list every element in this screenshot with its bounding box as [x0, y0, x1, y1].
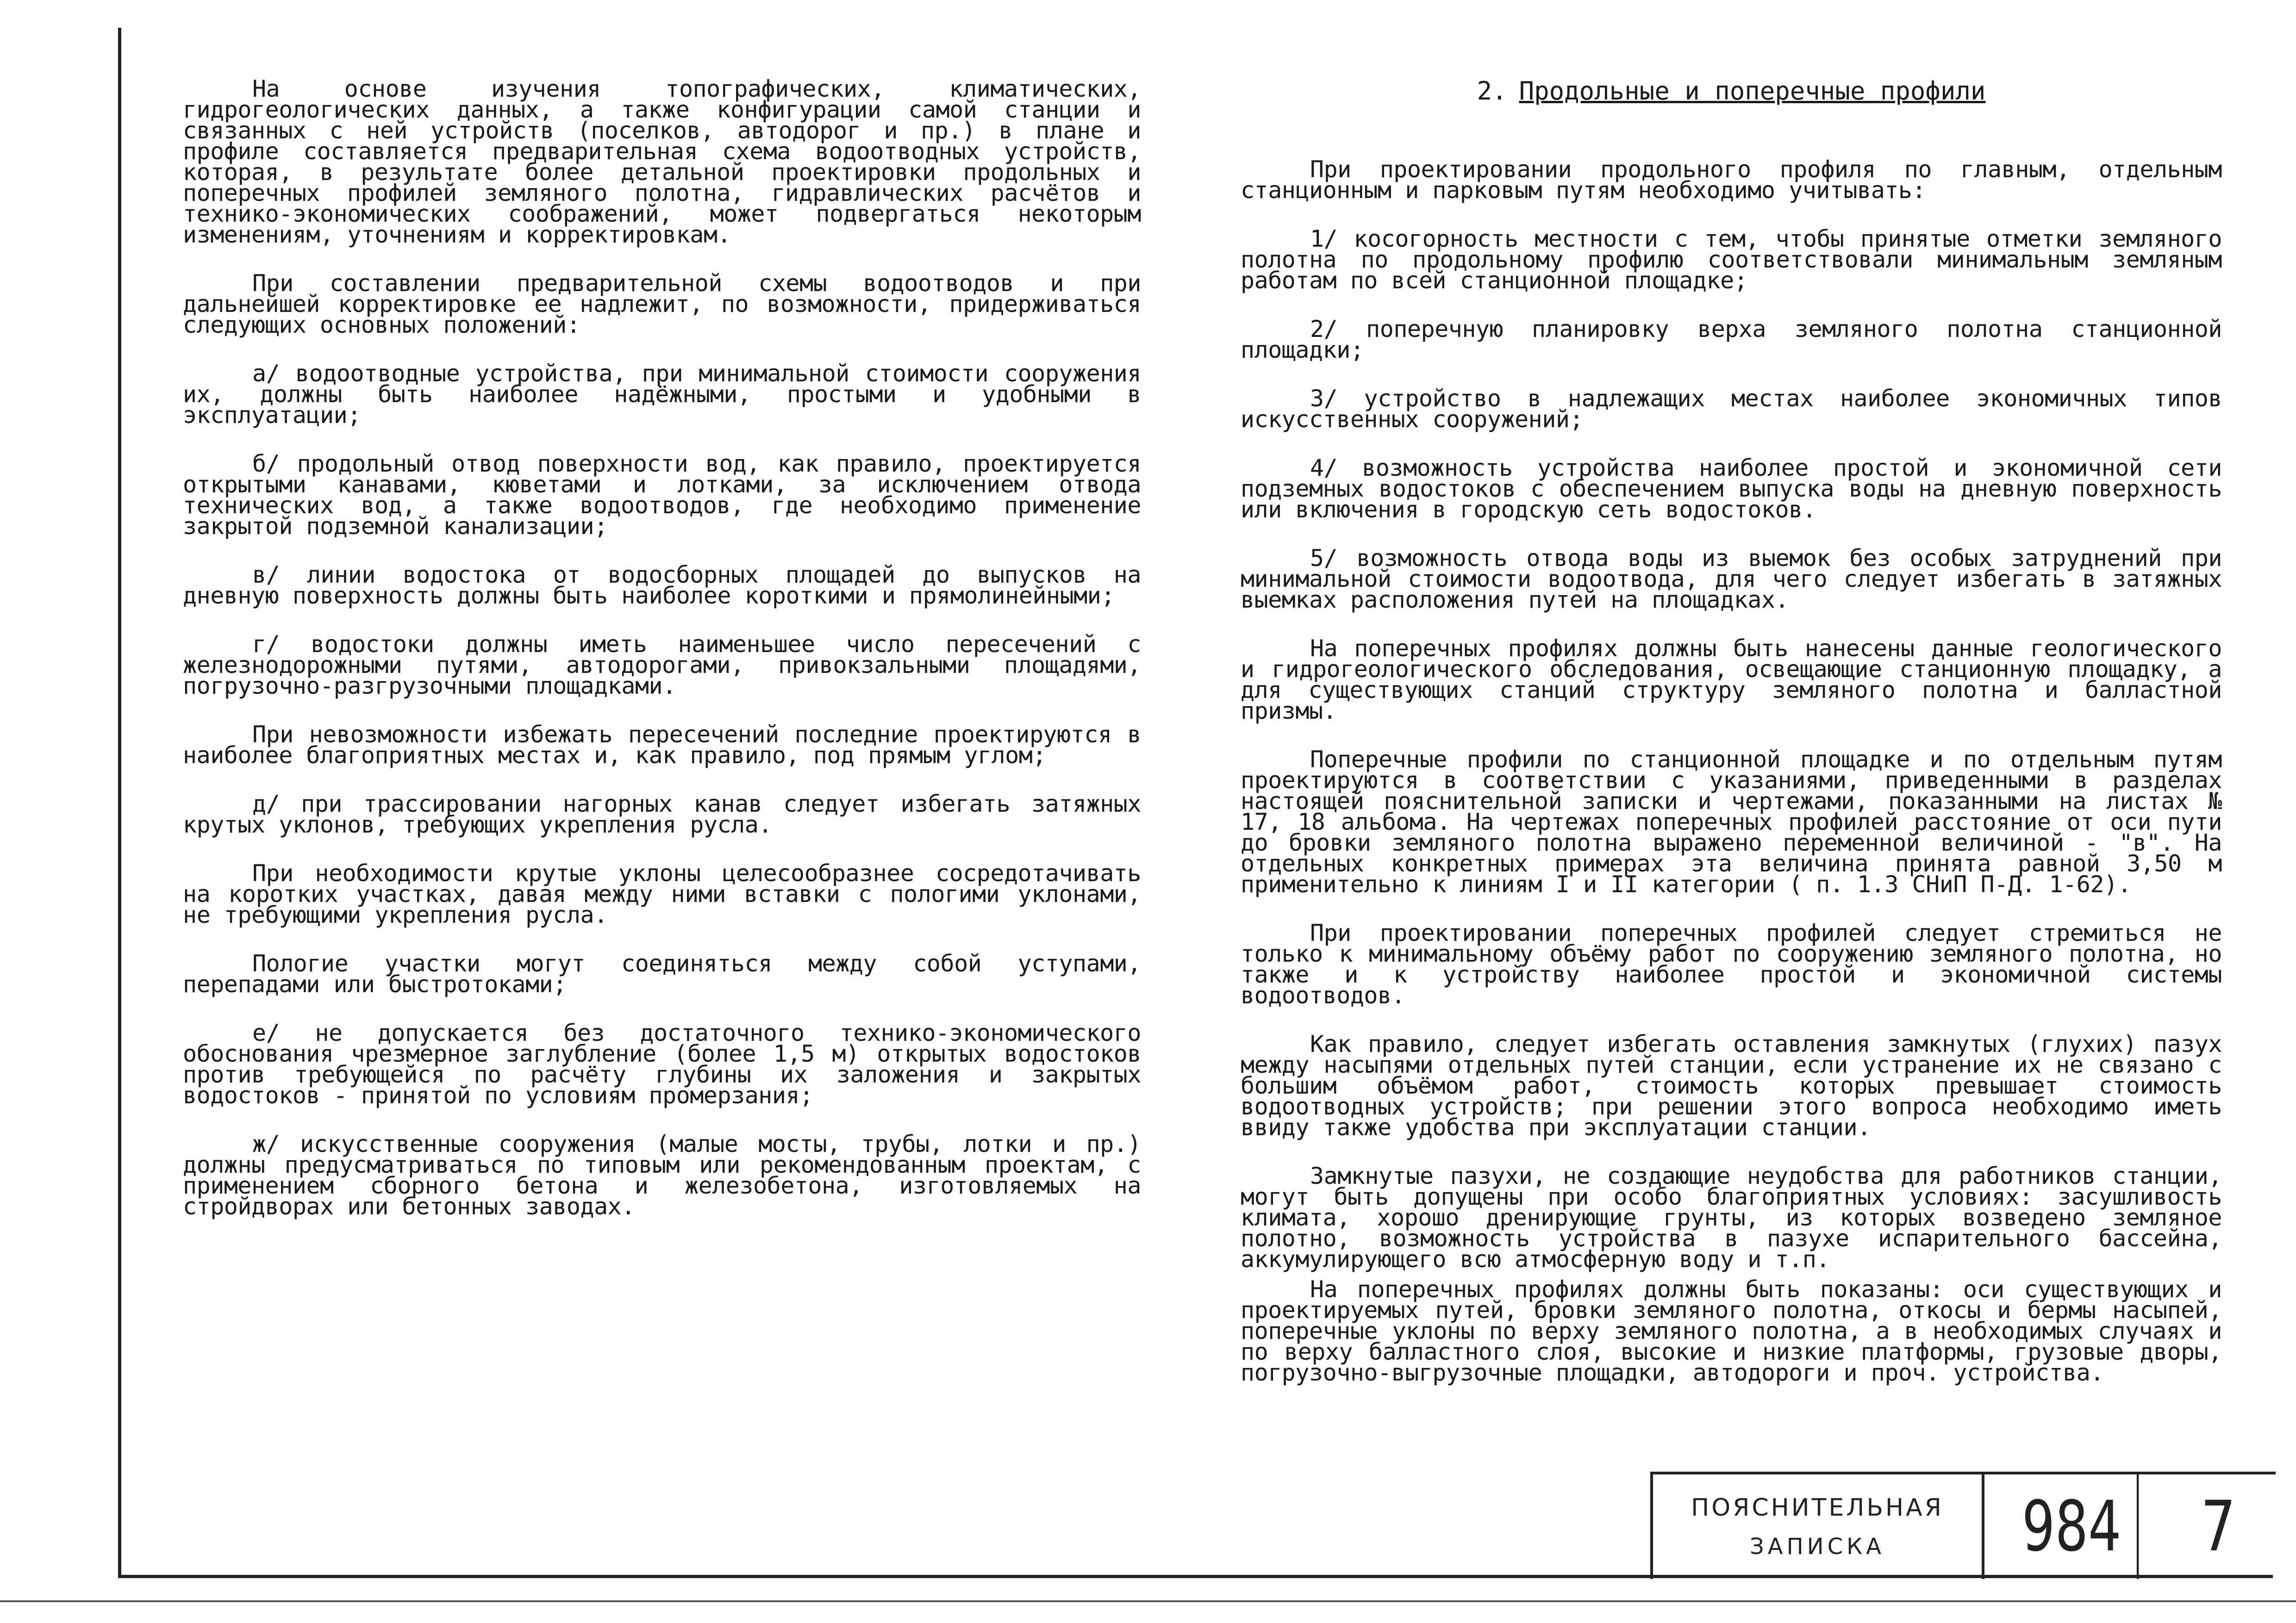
paragraph-item-g: г/ водостоки должны иметь наименьшее число пересечений с железнодорожными путями, автодорогами, привокзальными площадями, погрузочно-разгрузочными площадками. [183, 631, 1141, 699]
paragraph-geology: На поперечных профилях должны быть нанесены данные геологического и гидрогеологического обследования, освещающие станционную площадку, а для существующих станций структуру земляного полотна и балластной призмы. [1241, 635, 2222, 724]
sheet-code: 984 [2007, 1474, 2139, 1579]
section-title: Продольные и поперечные профили [1519, 76, 1986, 106]
paragraph-cross-profiles: Поперечные профили по станционной площадке и по отдельным путям проектируются в соответствии с указаниями, приведенными в разделах настоящей пояснительной записки и чертежами, показанными на листах № 17, 18 альбома. На чертежах поперечных профилей расстояние от оси пути до бровки земляного полотна выражено переменной величиной - "в". На отдельных конкретных примерах эта величина принята равной 3,50 м применительно к линиям I и II категории ( п. 1.3 СНиП П-Д. 1-62). [1241, 746, 2222, 898]
page-number: 7 [2200, 1486, 2236, 1567]
paragraph-item-a: а/ водоотводные устройства, при минимальной стоимости сооружения их, должны быть наиболее надёжными, простыми и удобными в эксплуатации; [183, 360, 1141, 429]
paragraph-item-5: 5/ возможность отвода воды из выемок без особых затруднений при минимальной стоимости водоотвода, для чего следует избегать в затяжных выемках расположения путей на площадках. [1241, 545, 2222, 613]
paragraph-item-d: д/ при трассировании нагорных канав следует избегать затяжных крутых уклонов, требующих укрепления русла. [183, 790, 1141, 838]
paragraph-item-2: 2/ поперечную планировку верха земляного полотна станционной площадки; [1241, 316, 2222, 363]
paragraph-item-1: 1/ косогорность местности с тем, чтобы принятые отметки земляного полотна по продольному профилю соответствовали минимальным земляным работам по всей станционной площадке; [1241, 225, 2222, 294]
paragraph-gentle-sections: Пологие участки могут соединяться между собой уступами, перепадами или быстротоками; [183, 950, 1141, 998]
paragraph-crossings: При невозможности избежать пересечений последние проектируются в наиболее благоприятных местах и, как правило, под прямым углом; [183, 721, 1141, 769]
paragraph-intro: На основе изучения топографических, климатических, гидрогеологических данных, а также конфигурации самой станции и связанных с ней устройств (поселков, автодорог и пр.) в плане и профиле составляется предварительная схема водоотводных устройств, которая, в результате более детальной проектировки продольных и поперечных профилей земляного полотна, гидравлических расчётов и технико-экономических соображений, может подвергаться некоторым изменениям, уточнениям и корректировкам. [183, 75, 1141, 248]
frame-left-border [118, 28, 121, 1578]
paragraph-item-3: 3/ устройство в надлежащих местах наиболее экономичных типов искусственных сооружений; [1241, 385, 2222, 433]
paragraph-item-v: в/ линии водостока от водосборных площадей до выпусков на дневную поверхность должны быть наиболее короткими и прямолинейными; [183, 561, 1141, 609]
paragraph-closed-pockets: Как правило, следует избегать оставления замкнутых (глухих) пазух между насыпями отдельных путей станции, если устранение их не связано с большим объёмом работ, стоимость которых превышает стоимость водоотводных устройств; при решении этого вопроса необходимо иметь ввиду также удобства при эксплуатации станции. [1241, 1031, 2222, 1141]
right-text-column [1241, 76, 2222, 1411]
paragraph-minimal-volume: При проектировании поперечных профилей следует стремиться не только к минимальному объёму работ по сооружению земляного полотна, но также и к устройству наиболее простой и экономичной системы водоотводов. [1241, 920, 2222, 1009]
page-bottom-rule [0, 1600, 2296, 1602]
paragraph-profile-intro: При проектировании продольного профиля по главным, отдельным станционным и парковым путям необходимо учитывать: [1241, 156, 2222, 204]
paragraph-item-4: 4/ возможность устройства наиболее простой и экономичной сети подземных водостоков с обеспечением выпуска воды на дневную поверхность или включения в городскую сеть водостоков. [1241, 454, 2222, 523]
document-name-line1: ПОЯСНИТЕЛЬНАЯ [1691, 1494, 1944, 1522]
left-text-column [183, 75, 1141, 1245]
paragraph-steep-slopes: При необходимости крутые уклоны целесообразнее сосредотачивать на коротких участках, давая между ними вставки с пологими уклонами, не требующими укрепления русла. [183, 860, 1141, 928]
title-block [1650, 1472, 2276, 1579]
paragraph-item-b: б/ продольный отвод поверхности вод, как правило, проектируется открытыми канавами, кюветами и лотками, за исключением отвода технических вод, а также водоотводов, где необходимо применение закрытой подземной канализации; [183, 450, 1141, 540]
section-heading [1241, 76, 2222, 106]
section-number: 2. [1477, 76, 1507, 106]
paragraph-item-zh: ж/ искусственные сооружения (малые мосты, трубы, лотки и пр.) должны предусматриваться по типовым или рекомендованным проектам, с применением сборного бетона и железобетона, изготовляемых на стройдворах или бетонных заводах. [183, 1131, 1141, 1220]
title-block-document-name [1653, 1474, 1984, 1579]
document-name-line2: ЗАПИСКА [1749, 1534, 1885, 1560]
paragraph-item-e: е/ не допускается без достаточного технико-экономического обоснования чрезмерное заглубление (более 1,5 м) открытых водостоков против требующейся по расчёту глубины их заложения и закрытых водостоков - принятой по условиям промерзания; [183, 1020, 1141, 1109]
paragraph-profile-contents: На поперечных профилях должны быть показаны: оси существующих и проектируемых путей, бровки земляного полотна, откосы и бермы насыпей, поперечные уклоны по верху земляного полотна, а в необходимых случаях и по верху балластного слоя, высокие и низкие платформы, грузовые дворы, погрузочно-выгрузочные площадки, автодороги и проч. устройства. [1241, 1276, 2222, 1386]
paragraph-principles: При составлении предварительной схемы водоотводов и при дальнейшей корректировке ее надлежит, по возможности, придерживаться следующих основных положений: [183, 270, 1141, 338]
paragraph-allowed-pockets: Замкнутые пазухи, не создающие неудобства для работников станции, могут быть допущены при особо благоприятных условиях: засушливость климата, хорошо дренирующие грунты, из которых возведено земляное полотно, возможность устройства в пазухе испарительного бассейна, аккумулирующего всю атмосферную воду и т.п. [1241, 1163, 2222, 1273]
